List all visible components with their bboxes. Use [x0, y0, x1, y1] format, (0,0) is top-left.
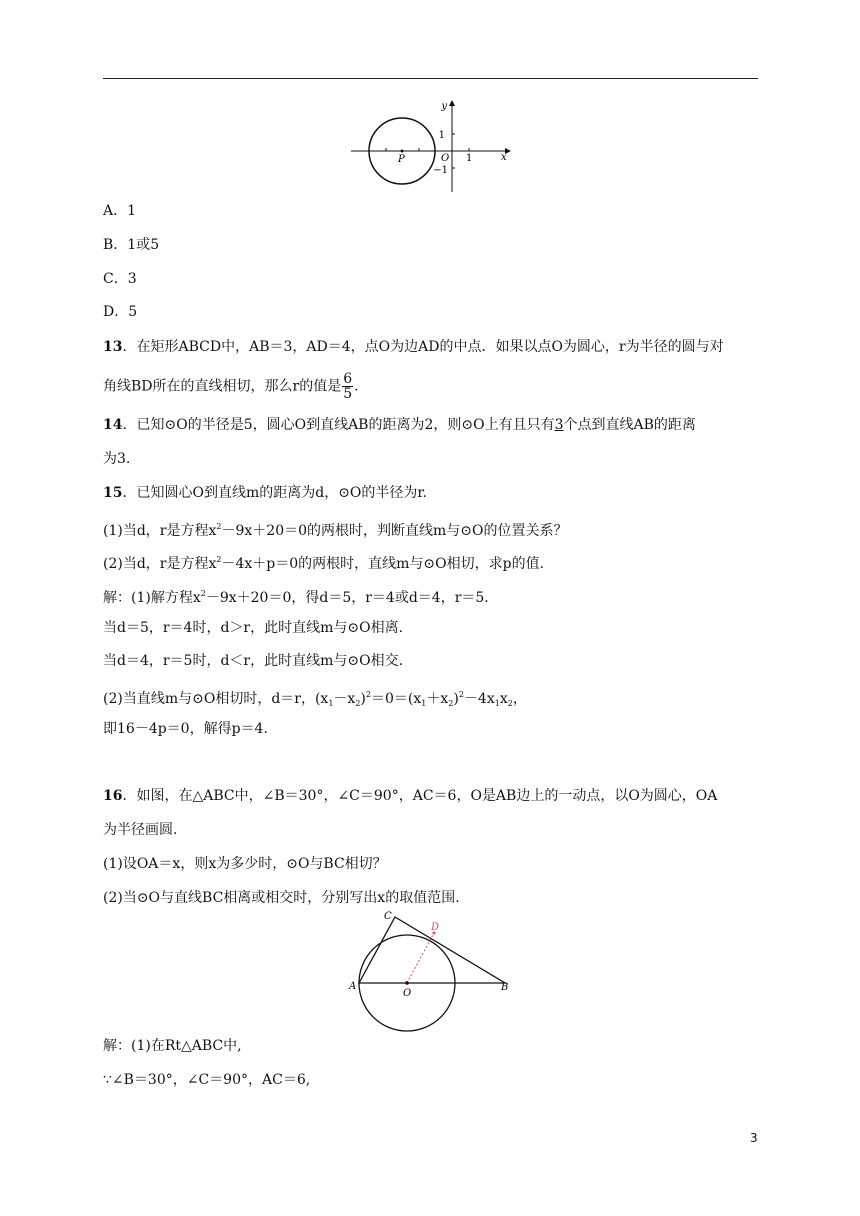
fraction-six-fifths: $\frac{6}{5}$ [343, 371, 353, 402]
label-one-y: 1 [438, 130, 445, 141]
q15-solution1: 解：(1)解方程$x^2-9x+20=0$，得d＝5，r＝4或d＝4，r＝5. [103, 589, 489, 606]
q13-line2: 角线BD所在的直线相切，那么r的值是 $\frac{6}{5}$ . [103, 371, 359, 402]
q15-solution4: (2)当直线m与⊙O相切时，d＝r，$(x_1-x_2)^2=0=(x_1+x_2)^2-4x_1x_2$， [103, 690, 527, 708]
option-b: B．1或5 [103, 237, 160, 253]
label-neg-one: −1 [433, 165, 448, 176]
label-o2: O [403, 988, 412, 999]
q15-line1: 15．已知圆心O到直线m的距离为d，⊙O的半径为r. [103, 485, 428, 501]
figure-circle-axes [345, 98, 515, 194]
option-d: D．5 [103, 304, 138, 320]
q16-solution2: ∵∠B＝30°，∠C＝90°，AC＝6, [103, 1072, 311, 1088]
label-p: P [398, 154, 405, 165]
q14-line1: 14．已知⊙O的半径是5，圆心O到直线AB的距离为2，则⊙O上有且只有3个点到直线AB的距离 [103, 417, 696, 433]
q15-solution2: 当d＝5，r＝4时，d＞r，此时直线m与⊙O相离. [103, 620, 404, 636]
radius-od [407, 933, 434, 983]
label-c: C [384, 911, 392, 922]
q14-line2: 为3. [103, 451, 131, 467]
q15-solution5: 即16－4p＝0，解得p＝4. [103, 721, 268, 737]
header-rule [103, 78, 758, 79]
q16-solution1: 解：(1)在Rt△ABC中, [103, 1038, 242, 1054]
q16-line1: 16．如图，在△ABC中，∠B＝30°，∠C＝90°，AC＝6，O是AB边上的一动点，以O为圆心，OA [103, 788, 718, 804]
q16-part1: (1)设OA＝x，则x为多少时，⊙O与BC相切？ [103, 856, 387, 872]
q15-part2: (2)当d，r是方程$x^2-4x+p=0$的两根时，直线m与⊙O相切，求p的值. [103, 555, 545, 572]
q15-solution3: 当d＝4，r＝5时，d＜r，此时直线m与⊙O相交. [103, 653, 404, 669]
label-d: D [431, 922, 440, 933]
label-x: x [501, 152, 507, 163]
q16-part2: (2)当⊙O与直线BC相离或相交时，分别写出x的取值范围. [103, 890, 460, 906]
label-b: B [501, 982, 509, 993]
option-a: A．1 [103, 203, 137, 219]
label-one-x: 1 [466, 153, 473, 164]
figure-triangle-circle [343, 910, 518, 1032]
q16-line2: 为半径画圆. [103, 822, 178, 838]
label-y: y [441, 101, 447, 112]
option-c: C．3 [103, 271, 137, 287]
page-number: 3 [750, 1131, 758, 1145]
q14-answer: 3 [554, 417, 564, 433]
label-a: A [349, 981, 357, 992]
label-o: O [441, 153, 450, 164]
q13-line1: 13．在矩形ABCD中，AB＝3，AD＝4，点O为边AD的中点．如果以点O为圆心，r为半径的圆与对 [103, 339, 724, 355]
q15-part1: (1)当d，r是方程$x^2-9x+20=0$的两根时，判断直线m与⊙O的位置关系？ [103, 522, 568, 539]
